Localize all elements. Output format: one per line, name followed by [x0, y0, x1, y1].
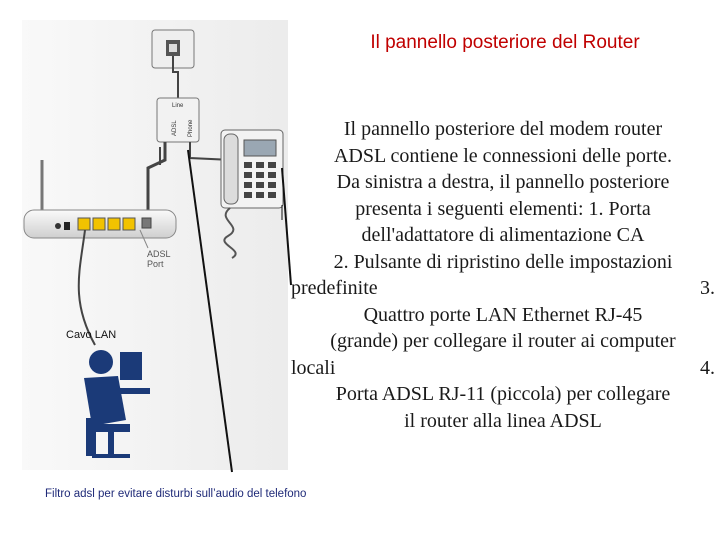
description-line-part: Porta ADSL RJ-11 (piccola) per collegare [335, 383, 671, 405]
description-line [291, 381, 715, 408]
description-line [291, 222, 715, 249]
description-line [291, 249, 715, 276]
description-line-part: 2. Pulsante di ripristino delle impostazioni [333, 250, 673, 273]
filter-phone-label: Phone [188, 119, 194, 137]
description-line [291, 196, 715, 223]
description-line [291, 275, 715, 302]
cavo-lan-label: Cavo LAN [66, 329, 117, 341]
filter-line-label: Line [172, 103, 184, 109]
description-line-part: locali [291, 356, 336, 379]
description-line-part: 4. [700, 356, 715, 379]
description-line-part: Il pannello posteriore del modem router [343, 118, 663, 140]
filter-caption: Filtro adsl per evitare disturbi sull’audio del telefono [45, 488, 307, 500]
description-line [291, 302, 715, 329]
description-line [291, 169, 715, 196]
description-line-part: Da sinistra a destra, il pannello posteriore [336, 171, 670, 193]
background-panel [22, 20, 288, 470]
description-line-part: (grande) per collegare il router ai computer [330, 330, 676, 352]
description-line [291, 116, 715, 143]
description-line [291, 328, 715, 355]
description-line-part: 3. [700, 277, 715, 299]
adsl-filter-icon [157, 98, 199, 142]
description-line-part: dell'adattatore di alimentazione CA [361, 224, 645, 246]
description-line [291, 143, 715, 170]
description-line-part: Quattro porte LAN Ethernet RJ-45 [363, 303, 643, 326]
description-line [291, 355, 715, 382]
filter-adsl-label: ADSL [172, 120, 178, 136]
description-line-part: presenta i seguenti elementi: 1. Porta [355, 197, 651, 220]
description-text [291, 116, 715, 434]
description-line-part: predefinite [291, 277, 378, 299]
description-line-part: ADSL contiene le connessioni delle porte. [333, 144, 673, 167]
description-line-part: il router alla linea ADSL [404, 409, 602, 432]
adsl-port-label-1: ADSL [147, 249, 171, 259]
adsl-port-label-2: Port [147, 259, 164, 269]
slide-title: Il pannello posteriore del Router [370, 32, 640, 53]
description-line [291, 408, 715, 435]
